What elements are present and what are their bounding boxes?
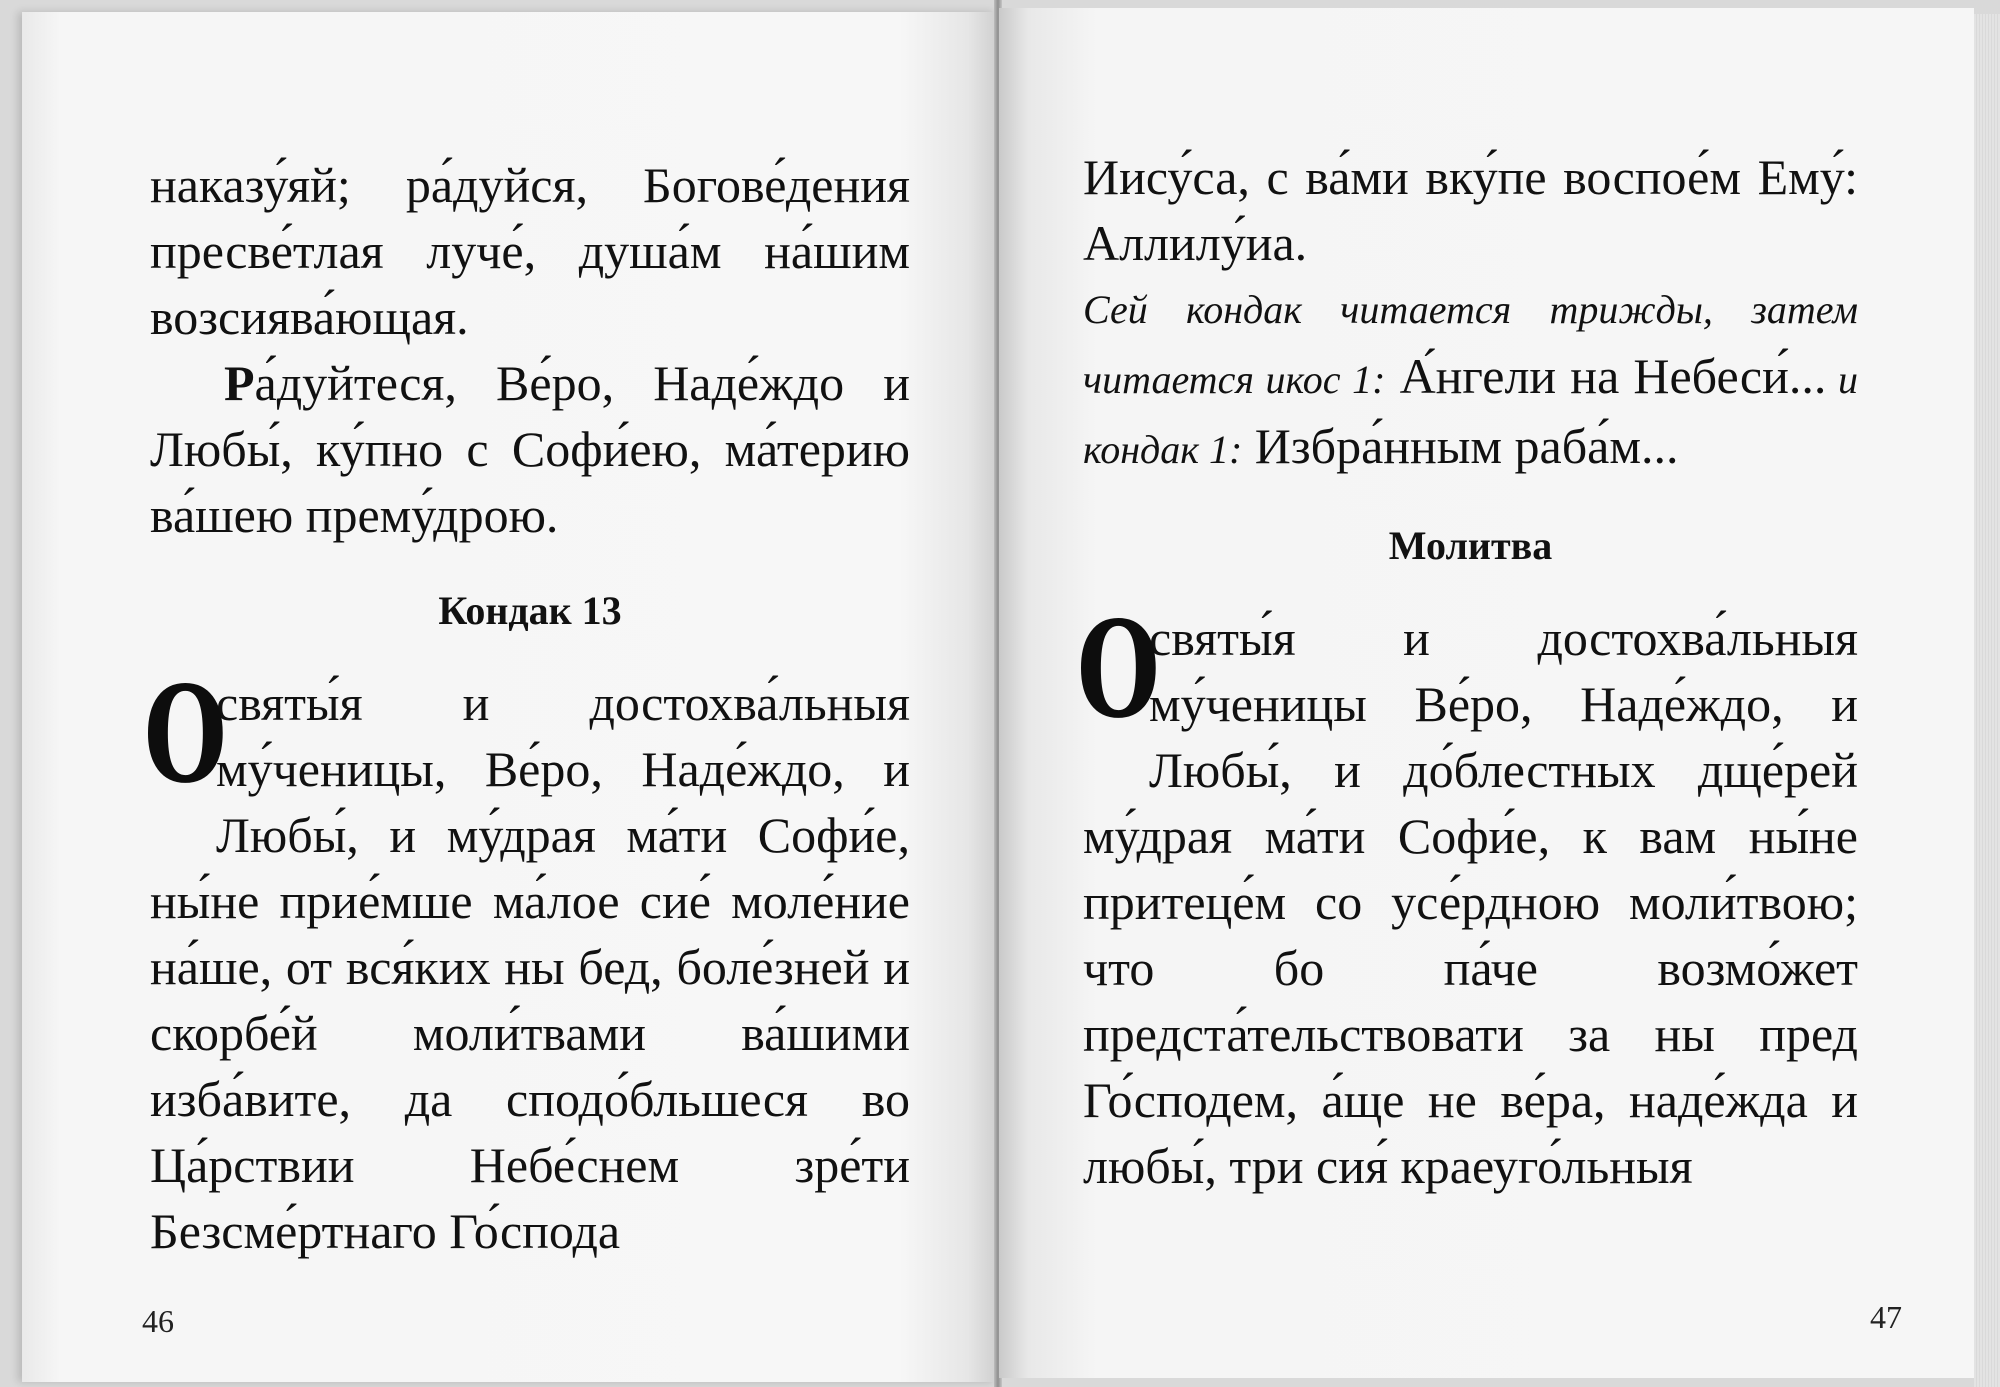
kondak-heading: Кондак 13 — [438, 588, 622, 633]
rubric-text-2: Избра́нным раба́м... — [1242, 418, 1679, 474]
left-paragraph-1: наказу́яй; ра́дуйся, Богове́дения пресве́тлая луче́, душа́м на́шим возсиява́ющая. — [150, 157, 910, 345]
kondak-body — [144, 658, 910, 1264]
kondak-text: святы́я и достохва́льныя му́ченицы, Ве́ро, Наде́ждо, и Любы́, и му́драя ма́ти Софи́е, ны́не прие́мше ма́лое сие́ моле́ние на́ше, от вся́ких ны бед, боле́зней и скорбе́й моли́твами ва́шими изба́вите, да сподо́бльшеся во Ца́рствии Небе́снем зре́ти Безсме́ртнаго Го́спода — [150, 675, 910, 1259]
page-number-right: 47 — [1870, 1299, 1902, 1335]
prayer-text: святы́я и достохва́льныя му́ченицы Ве́ро, Наде́ждо, и Любы́, и до́блестных дще́рей му́драя ма́ти Софи́е, к вам ны́не притеце́м со усе́рдною моли́твою; что бо па́че возмо́жет предста́тельствовати за ны пред Го́сподем, а́ще не ве́ра, наде́жда и любы́, три сия́ краеуго́льныя — [1083, 610, 1858, 1194]
prayer-heading: Молитва — [1388, 523, 1553, 568]
right-page — [999, 8, 1974, 1378]
left-paragraph-2-text: а́дуйтеся, Ве́ро, Наде́ждо и Любы́, ку́пно с Софи́ею, ма́терию ва́шею прему́дрою. — [150, 355, 910, 543]
prayer-body — [1077, 593, 1858, 1199]
right-paragraph-1: Иису́са, с ва́ми вку́пе воспое́м Ему́: Аллилу́иа. — [1083, 149, 1858, 271]
right-text-column — [1077, 144, 1858, 1199]
dropcap-letter: О — [1077, 593, 1160, 748]
rubric-italic-1: Сей кондак читается трижды, затем читается икос 1: — [1083, 287, 1858, 402]
left-page — [22, 12, 997, 1382]
dropcap-letter: О — [144, 658, 227, 813]
rubric-text-1: А́нгели на Небеси́... — [1385, 348, 1827, 404]
page-number-left: 46 — [142, 1303, 174, 1339]
rubric-note — [1083, 276, 1858, 483]
left-paragraph-2 — [150, 350, 910, 548]
paragraph-initial: Р — [224, 355, 255, 411]
page-edges — [1974, 14, 2000, 1387]
rubric-italic-2: и кондак 1: — [1083, 357, 1858, 472]
left-text-column — [144, 152, 910, 1264]
